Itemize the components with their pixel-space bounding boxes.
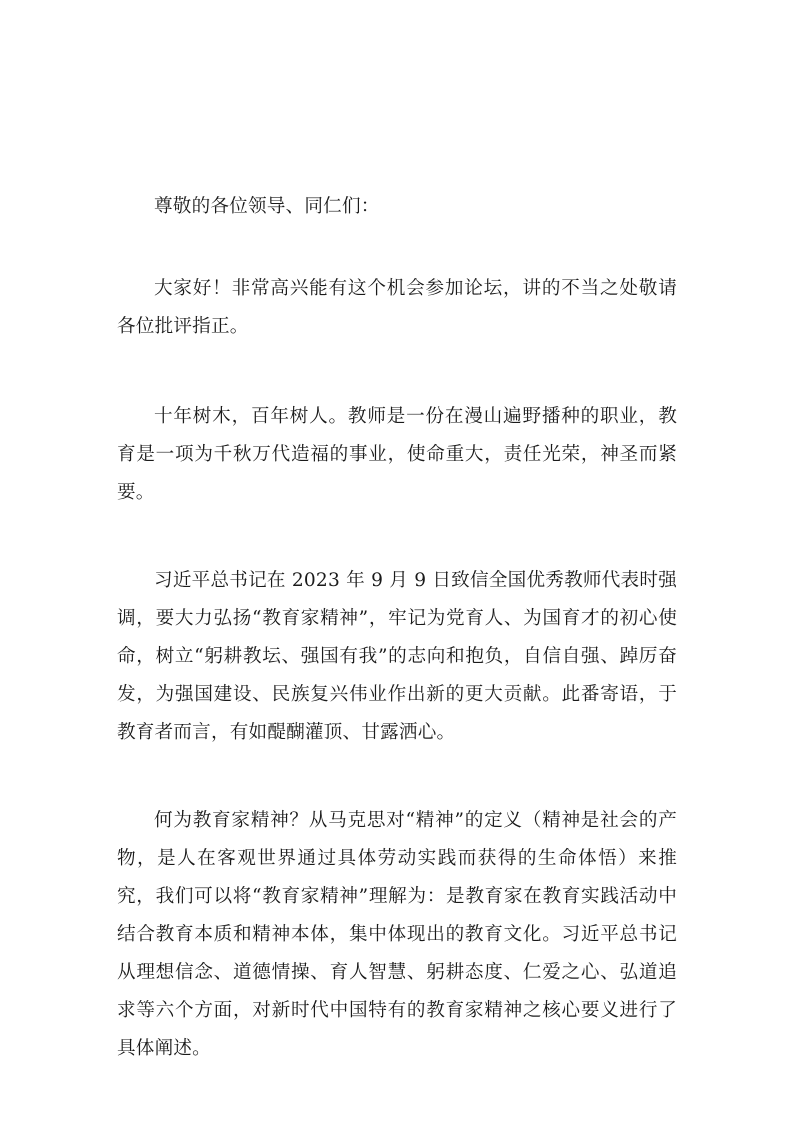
document-page	[117, 188, 677, 1068]
paragraph-education-mission: 十年树木，百年树人。教师是一份在漫山遍野播种的职业，教育是一项为千秋万代造福的事业，使命重大，责任光荣，神圣而紧要。	[117, 406, 677, 503]
paragraph-educator-spirit: 何为教育家精神？从马克思对“精神”的定义（精神是社会的产物，是人在客观世界通过具体劳动实践而获得的生命体悟）来推究，我们可以将“教育家精神”理解为：是教育家在教育实践活动中结合教育本质和精神本体，集中体现出的教育文化。习近平总书记从理想信念、道德情操、育人智慧、躬耕态度、仁爱之心、弘道追求等六个方面，对新时代中国特有的教育家精神之核心要义进行了具体阐述。	[117, 810, 677, 1059]
paragraph-greeting: 大家好！非常高兴能有这个机会参加论坛，讲的不当之处敬请各位批评指正。	[117, 278, 677, 337]
salutation: 尊敬的各位领导、同仁们：	[154, 196, 380, 217]
paragraph-letter-quote: 习近平总书记在 2023 年 9 月 9 日致信全国优秀教师代表时强调，要大力弘扬“教育家精神”，牢记为党育人、为国育才的初心使命，树立“躬耕教坛、强国有我”的志向和抱负，自信自强、踔厉奋发，为强国建设、民族复兴伟业作出新的更大贡献。此番寄语，于教育者而言，有如醍醐灌顶、甘露洒心。	[117, 570, 677, 743]
